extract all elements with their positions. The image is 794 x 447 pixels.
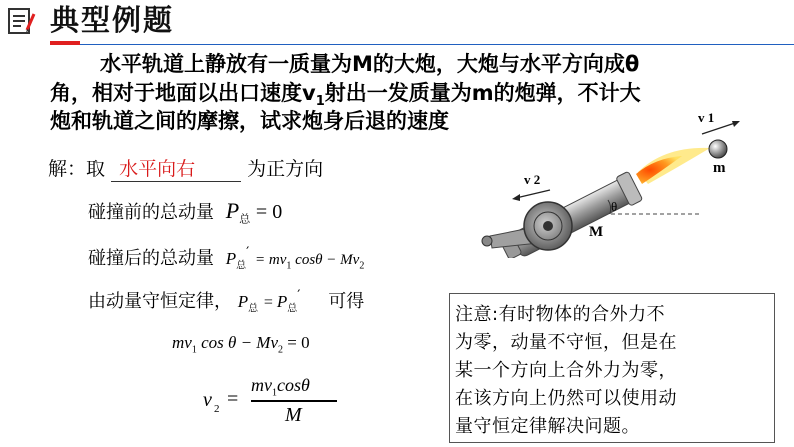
momentum-before-line: 碰撞前的总动量 $P_总 = 0$ [88, 198, 283, 226]
conservation-law-line: 由动量守恒定律， $P_总 = P_总'$ 可得 [88, 288, 365, 315]
note-line-4: 在该方向上仍然可以使用动 [455, 388, 677, 409]
fraction-bar [251, 400, 337, 402]
problem-line-2: 角，相对于地面以出口速度$v_1$射出一发质量为m的炮弹，不计大 [50, 81, 641, 110]
v2-arrow [516, 190, 550, 198]
title-accent-bar [50, 41, 80, 45]
problem-line-3: 炮和轨道之间的摩擦，试求炮身后退的速度 [50, 109, 449, 133]
projectile-ball [709, 140, 727, 158]
fraction-numerator: $mv_1\cos\theta$ [251, 375, 310, 399]
v1-label: v 1 [698, 110, 715, 125]
page-title: 典型例题 [50, 3, 175, 37]
title-divider [80, 44, 794, 45]
note-line-5: 量守恒定律解决问题。 [455, 416, 640, 437]
equation-v2-result: v 2 = $mv_1\cos\theta$ M [203, 375, 343, 435]
cannon-diagram [470, 108, 770, 258]
mass-m-label: m [713, 160, 726, 176]
direction-answer: 水平向右 [111, 154, 241, 182]
problem-line-1: 水平轨道上静放有一质量为M的大炮，大炮与水平方向成θ [100, 52, 640, 76]
equation-momentum-balance: $mv_1$ $\cos \theta - Mv_2 = 0$ [172, 333, 310, 356]
v2-label: v 2 [524, 172, 541, 187]
fraction-denominator: M [285, 404, 302, 426]
note-line-3: 某一个方向上合外力为零， [455, 360, 677, 381]
theta-label: θ [611, 199, 618, 214]
momentum-after-line: 碰撞后的总动量 $P_总' = mv_1$ $\cos\theta - Mv_2$ [88, 245, 365, 272]
notepad-icon [6, 6, 36, 36]
solution-direction-line: 解：取 水平向右 为正方向 [48, 154, 323, 182]
note-line-1: 注意:有时物体的合外力不 [455, 304, 666, 325]
note-line-2: 为零，动量不守恒，但是在 [455, 332, 677, 353]
mass-M-label: M [589, 224, 604, 240]
